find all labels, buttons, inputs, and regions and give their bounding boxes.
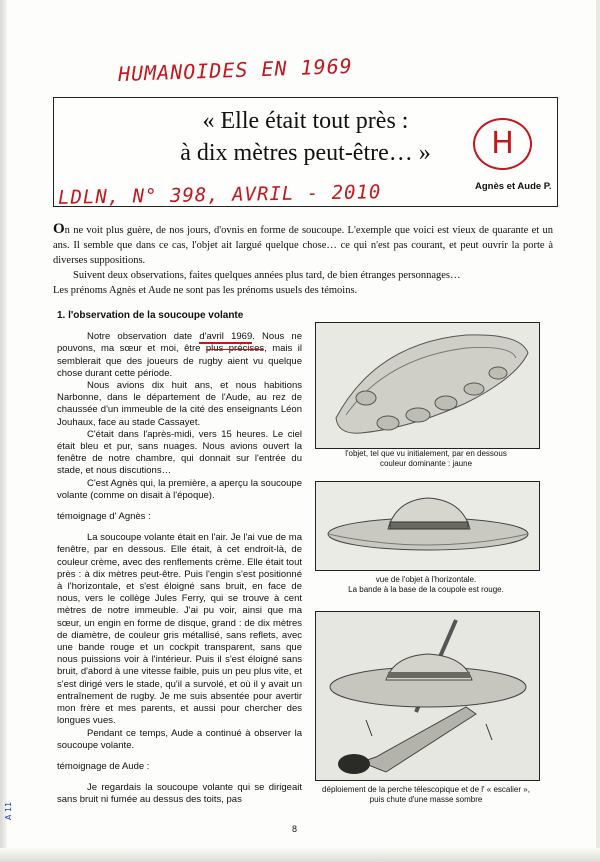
scan-edge-right: [596, 0, 600, 862]
underlined-date: d'avril 1969: [199, 331, 253, 343]
figure-3-caption: [310, 785, 542, 805]
figure-saucer-from-below: [315, 322, 540, 449]
subheading-aude: témoignage de Aude :: [57, 760, 150, 772]
intro-paragraph-3: Les prénoms Agnès et Aude ne sont pas les prénoms usuels des témoins.: [53, 285, 358, 296]
saucer-below-drawing: [316, 323, 539, 448]
scan-edge-left: [0, 0, 7, 862]
scan-edge-bottom: [0, 848, 600, 862]
authors-byline: Agnès et Aude P.: [475, 181, 552, 192]
caption-line: La bande à la base de la coupole est rouge.: [348, 585, 504, 594]
body-paragraph-4: C'est Agnès qui, la première, a aperçu la soucoupe volante (comme on disait à l'époque).: [57, 477, 302, 501]
article-title-line2: à dix mètres peut-être… »: [180, 140, 431, 166]
subheading-agnes: témoignage d' Agnès :: [57, 511, 151, 523]
intro-paragraph-2: Suivent deux observations, faites quelques années plus tard, de bien étranges personnages…: [73, 270, 461, 281]
body-paragraph-2: Nous avions dix huit ans, et nous habitions Narbonne, dans le département de l'Aude, au rez de chaussée d'un immeuble de la cité des enseignants Léon Jouhaux, face au stade Cassayet.: [57, 380, 302, 428]
handwritten-top-note: HUMANOIDES EN 1969: [117, 53, 354, 87]
intro-block: [53, 222, 553, 298]
caption-line: vue de l'objet à l'horizontale.: [375, 575, 477, 584]
figure-1-caption: [310, 449, 542, 469]
caption-line: déploiement de la perche télescopique et de l' « escalier »,: [322, 785, 530, 794]
body-text: , mais il semblerait que des joueurs de rugby aient vu quelque chose durant cette période.: [57, 343, 302, 379]
caption-line: l'objet, tel que vu initialement, par en dessous: [345, 449, 507, 458]
figure-saucer-horizontal: [315, 481, 540, 571]
struck-text: plus précises: [205, 343, 265, 355]
page-number: 8: [292, 824, 298, 834]
body-paragraph-1: [57, 331, 302, 380]
body-text: Notre observation date: [87, 331, 200, 343]
body-paragraph-7: Je regardais la soucoupe volante qui se dirigeait sans bruit ni fumée au dessus des toits, pas: [57, 782, 302, 806]
article-title-line1: « Elle était tout près :: [202, 108, 409, 134]
body-text: . Nous ne pouvons, ma sœur et moi, être: [57, 331, 302, 355]
article-column: [57, 310, 302, 807]
saucer-deployment-drawing: [316, 612, 539, 780]
caption-line: puis chute d'une masse sombre: [369, 795, 483, 804]
body-paragraph-5: La soucoupe volante était en l'air. Je l'ai vue de ma fenêtre, par en dessous. Elle était, à cet endroit-là, de couleur crème, avec des renflements crème. Elle était tout près : à dix mètres peut-être. Puis l'engin s'est positionné à l'horizontale, et s'est éloigné sans bruit, en face de nous, vers le collège Jules Ferry, qui se trouve à cent mètres de notre immeuble. J'ai pu voir, ainsi que ma sœur, un engin en forme de disque, grand : de dix mètres de diamètre, de couleur gris métallisé, sans reflets, avec une bande rouge et un cockpit transparent, sans que nous puissions voir à l'intérieur. Puis il s'est éloigné sans bruit, d'abord à une vitesse faible, puis un peu plus vite, et s'est dirigé vers le stade, qu'il a survolé, et où il y avait un entraînement de rugby. Je me suis absentée pour avertir mon frère et mes parents, et aussi pour chercher des longues vues.: [57, 532, 303, 727]
saucer-horizontal-drawing: [316, 482, 539, 570]
side-mark: A 11: [4, 801, 13, 820]
intro-paragraph-1-text: n ne voit plus guère, de nos jours, d'ovnis en forme de soucoupe. L'exemple que voici est vieux de quarante et un ans. Il semble que dans ce cas, l'objet ait largué quelque chose… ce qui n'est pas courant, et peut ouvrir la porte à diverses suppositions.: [53, 225, 553, 266]
circled-letter-annotation: H: [473, 118, 532, 170]
figure-saucer-deployment: [315, 611, 540, 781]
body-paragraph-3: C'était dans l'après-midi, vers 15 heures. Le ciel était bleu et pur, sans nuages. Nous avions ouvert la fenêtre de notre chambre, qui donnait sur l'entrée du stade, et nous discutions…: [57, 428, 302, 477]
caption-line: couleur dominante : jaune: [379, 459, 473, 468]
intro-paragraph-1: [53, 222, 553, 268]
section-heading: 1. l'observation de la soucoupe volante: [57, 310, 244, 321]
figure-2-caption: [310, 575, 542, 595]
body-paragraph-6: Pendant ce temps, Aude a continué à observer la soucoupe volante.: [57, 727, 302, 751]
handwritten-reference-note: LDLN, N° 398, AVRIL - 2010: [57, 181, 382, 209]
intro-dropcap: O: [53, 221, 65, 237]
